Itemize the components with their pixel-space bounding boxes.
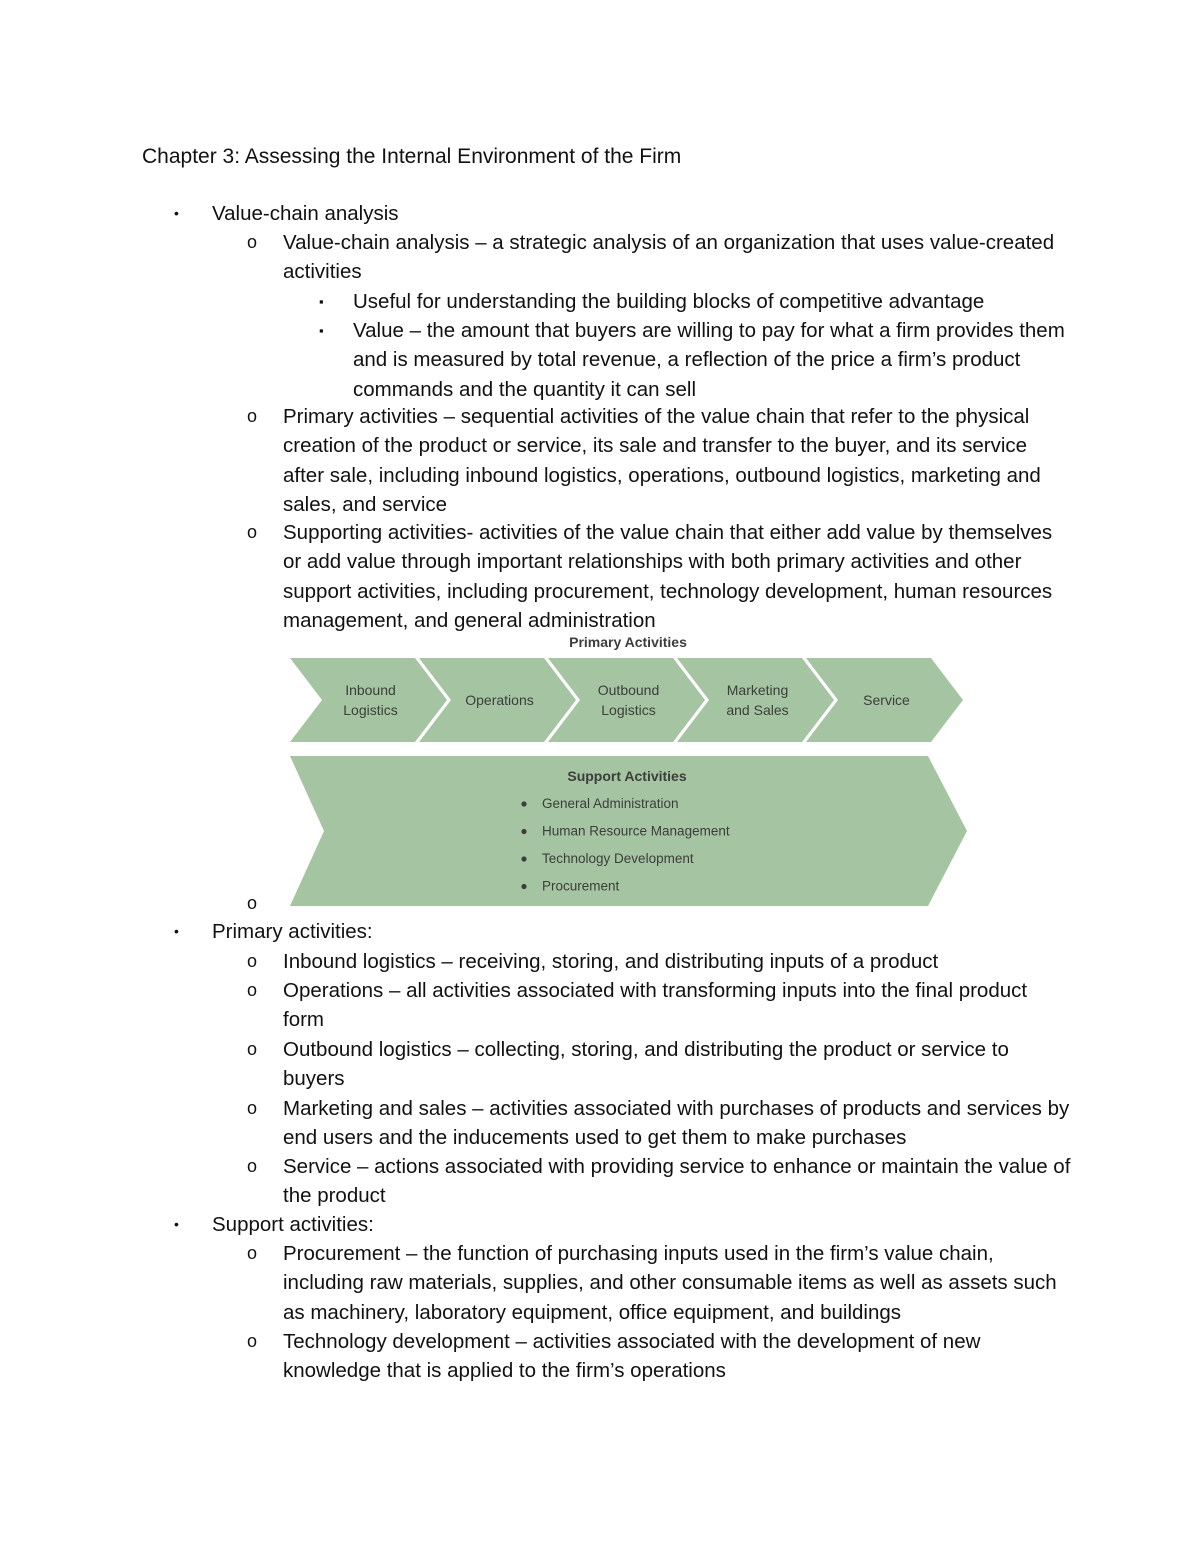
subitem-text: Outbound logistics – collecting, storing, and distributing the product or service to buyers [283, 1038, 1009, 1091]
support-item-procurement [247, 1239, 1073, 1327]
primary-item-outbound [247, 1035, 1073, 1094]
bullet-marker: • [174, 923, 179, 939]
sub-marker: o [247, 1243, 258, 1263]
sub-marker: o [247, 1331, 258, 1351]
subsubitem-text: Value – the amount that buyers are willing to pay for what a firm provides them and is measured by total revenue, a reflection of the price a firm’s product commands and the quantity it can sell [353, 319, 1065, 401]
support-activities-title: Support Activities [567, 768, 687, 784]
bullet-marker: • [174, 1216, 179, 1232]
support-item-technology [247, 1327, 1073, 1386]
sub-marker: o [247, 951, 258, 971]
bullet-text: Value-chain analysis [212, 202, 399, 225]
primary-item-operations [247, 976, 1073, 1035]
support-list-item: Technology Development [542, 851, 694, 866]
sub-marker: o [247, 1098, 258, 1118]
support-list-item: Human Resource Management [542, 823, 730, 839]
subitem-text: Operations – all activities associated with transforming inputs into the final product form [283, 979, 1028, 1032]
primary-activities-title: Primary Activities [569, 634, 687, 650]
sub-marker: o [247, 980, 258, 1000]
subitem-text: Marketing and sales – activities associated with purchases of products and services by end users and the inducements used to get them to make purchases [283, 1097, 1070, 1150]
subsubitem-text: Useful for understanding the building blocks of competitive advantage [353, 290, 985, 313]
sub-marker: o [247, 406, 258, 426]
primary-item-inbound [247, 947, 1073, 976]
subsubitem-useful [319, 287, 1073, 316]
subitem-text: Primary activities – sequential activities of the value chain that refer to the physical creation of the product or service, its sale and transfer to the buyer, and its service after sale, including inbound logistics, operations, outbound logistics, marketing and sales, and service [283, 405, 1041, 516]
sub-marker: o [247, 1039, 258, 1059]
support-bullet-dot [521, 856, 526, 861]
bullet-text: Support activities: [212, 1213, 374, 1236]
chevron-label: Service [863, 692, 910, 708]
bullet-text: Primary activities: [212, 920, 373, 943]
subitem-value-chain-definition [247, 228, 1073, 287]
subitem-text: Inbound logistics – receiving, storing, and distributing inputs of a product [283, 950, 939, 973]
bullet-support-activities [174, 1210, 1072, 1239]
chevron-label: Logistics [343, 702, 398, 718]
subitem-support-definition [247, 518, 1073, 635]
primary-item-marketing [247, 1094, 1073, 1153]
support-bullet-dot [521, 884, 526, 889]
page-title: Chapter 3: Assessing the Internal Environment of the Firm [142, 145, 682, 168]
sub-marker: o [247, 232, 258, 252]
bullet-value-chain [174, 199, 1072, 228]
chevron-label: Operations [465, 692, 534, 708]
value-chain-diagram [288, 632, 968, 908]
support-list-item: General Administration [542, 796, 679, 811]
support-bullet-dot [521, 829, 526, 834]
sub-marker: o [247, 522, 258, 542]
chevron-label: Outbound [597, 682, 660, 698]
bullet-primary-activities [174, 917, 1072, 946]
chevron-label: and Sales [726, 702, 789, 718]
square-marker: ▪ [319, 323, 324, 338]
subitem-text: Value-chain analysis – a strategic analysis of an organization that uses value-created activities [283, 231, 1055, 284]
chevron-row [290, 658, 963, 742]
chevron-label: Inbound [345, 682, 396, 698]
chevron-label: Marketing [726, 682, 789, 698]
square-marker: ▪ [319, 294, 324, 309]
chevron-label: Logistics [601, 702, 656, 718]
chevron-1 [290, 658, 447, 742]
subitem-text: Supporting activities- activities of the value chain that either add value by themselves or add value through important relationships with both primary activities and other support activities, including procurement, technology development, human resources management, and general administration [283, 521, 1053, 632]
subsubitem-value [319, 316, 1073, 404]
bullet-marker: • [174, 205, 179, 221]
value-chain-svg [288, 632, 968, 908]
primary-item-service [247, 1152, 1073, 1211]
subitem-primary-definition [247, 402, 1073, 519]
subitem-text: Procurement – the function of purchasing inputs used in the firm’s value chain, including raw materials, supplies, and other consumable items as well as assets such as machinery, laboratory equipment, office equipment, and buildings [283, 1242, 1057, 1324]
sub-marker: o [247, 1156, 258, 1176]
sub-marker: o [247, 893, 258, 913]
support-bullet-dot [521, 801, 526, 806]
support-activities-block [290, 756, 967, 906]
subitem-text: Service – actions associated with providing service to enhance or maintain the value of the product [283, 1155, 1071, 1208]
support-list-item: Procurement [542, 878, 620, 894]
subitem-text: Technology development – activities associated with the development of new knowledge that is applied to the firm’s operations [283, 1330, 981, 1383]
